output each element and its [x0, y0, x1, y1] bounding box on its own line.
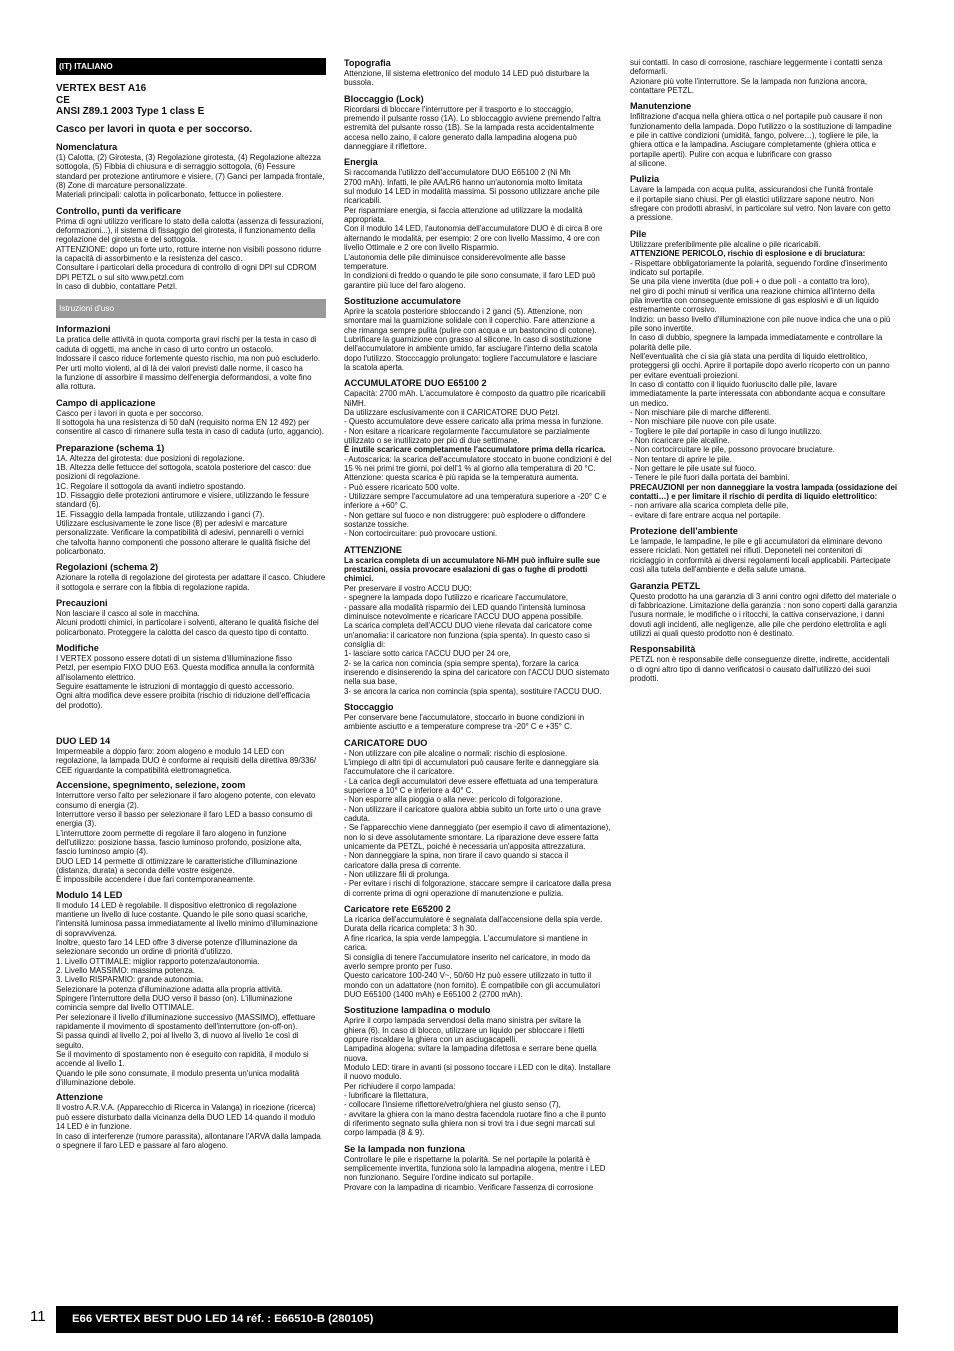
certification-ansi: ANSI Z89.1 2003 Type 1 class E: [56, 106, 205, 117]
section-body-garanzia: Questo prodotto ha una garanzia di 3 anni contro ogni difetto del materiale o di fabbricazione. Limitazione della garanzia : non sono coperti dalla garanzia l'usura normale, le modifiche o i ritocchi, la cattiva conservazione, i danni dovuti agli incidenti, alle negligenze, alle pile che perdono elettrolita e agli utilizzi ai quali questo prodotto non è destinato.: [630, 591, 898, 638]
section-body-precauzioni: Non lasciare il casco al sole in macchina. Alcuni prodotti chimici, in particolare i solventi, alterano le qualità fisiche del policarbonato. Proteggere la calotta del casco da questo tipo di contatto.: [56, 609, 319, 637]
section-title-informazioni: Informazioni: [56, 324, 111, 335]
section-body-attenzione: Il vostro A.R.V.A. (Apparecchio di Ricerca in Valanga) in ricezione (ricerca) può essere disturbato dalla vicinanza della DUO LED 14 quando il modulo 14 LED è in funzione. In caso di interferenze (rumore parassita), allontanare l'ARVA dalla lampada o spegnere il faro LED e passare al faro alogeno.: [56, 1103, 321, 1150]
section-body-accumulatore-2: - Autoscarica: la scarica dell'accumulatore stoccato in buone condizioni è del 15 % nei primi tre giorni, poi dell'1 % al giorno alla temperatura di 20 °C. Attenzione: questa scarica è più rapida se la temperatura aumenta. - Può essere ricaricato 500 volte. - Utilizzare sempre l'accumulatore ad una temperatura superiore a -20° C e inferiore a +60° C. - Non gettare sul fuoco e non distruggere: può esplodere o diffondere sostanze tossiche. - Non cortocircuitare: può provocare ustioni.: [344, 454, 612, 539]
section-body-topografia: Attenzione, lil sistema elettronico del modulo 14 LED può disturbare la bussola.: [344, 69, 590, 88]
section-body-duo-led: Impermeabile a doppio faro: zoom alogeno e modulo 14 LED con regolazione, la lampada DUO è conforme ai requisiti della direttiva 89/336/ CEE riguardante la compatibilità elettromagnetica.: [56, 747, 317, 775]
section-body-campo: Casco per i lavori in quota e per soccorso. Il sottogola ha una resistenza di 50 daN (requisito norma EN 12 492) per consentire al casco di rimanere sulla testa in caso di caduta (urto, aggancio).: [56, 408, 324, 437]
certification-ce: CE: [56, 94, 70, 106]
page-number: 11: [30, 1308, 46, 1325]
section-title-caricatore: CARICATORE DUO: [344, 737, 428, 748]
section-title-attenzione-2: ATTENZIONE: [344, 544, 403, 555]
section-body-attenzione-2: Per preservare il vostro ACCU DUO: - spegnere la lampada dopo l'utilizzo e ricaricare l'accumulatore, - passare alla modalità risparmio dei LED quando l'intensità luminosa diminuisce notevolmente e ricaricare l'ACCU DUO appena possibile. La scarica completa dell'ACCU DUO viene rilevata dal caricatore come un'anomalia: il caricatore non funziona (spia spenta). In questo caso si consiglia di: 1- lasciare sotto carica l'ACCU DUO per 24 ore, 2- se la carica non comincia (spia sempre spenta), forzare la carica inserendo e disinserendo la spina del caricatore con l'ACCU DUO sistemato nella sua base, 3- se ancora la carica non comincia (spia spenta), sostituire l'ACCU DUO.: [344, 583, 610, 696]
section-title-pile: Pile: [630, 228, 647, 239]
section-title-energia: Energia: [344, 157, 378, 168]
section-title-responsabilita: Responsabilità: [630, 644, 696, 655]
section-bold-pile-1: ATTENZIONE PERICOLO, rischio di esplosione e di bruciatura:: [630, 249, 866, 259]
section-body-se-lampada: Controllare le pile e rispettarne la polarità. Se nel portapile la polarità è semplicemente invertita, funziona solo la lampadina alogena, mentre i LED non funzionano. Seguire l'ordine indicato sul portapile. Provare con la lampadina di ricambio. Verificare l'assenza di corrosione: [344, 1154, 606, 1192]
section-body-controllo: Prima di ogni utilizzo verificare lo stato della calotta (assenza di fessurazioni, deformazioni...), il sistema di fissaggio del girotesta, il funzionamento della regolazione del girotesta e del sottogola. ATTENZIONE: dopo un forte urto, rotture interne non visibili possono ridurre la capacità di assorbimento e la resistenza del casco. Consultare i particolari della procedura di controllo di ogni DPI sul CDROM DPI PETZL o sul sito www.petzl.com In caso di dubbio, contattare Petzl.: [56, 216, 324, 292]
section-title-controllo: Controllo, punti da verificare: [56, 205, 182, 216]
section-body-pulizia: Lavare la lampada con acqua pulita, assicurandosi che l'unità frontale e il portapile siano chiusi. Per gli elastici utilizzare sapone neutro. Non sfregare con prodotti abrasivi, in particolare sul vetro. Non lavare con getto a pressione.: [630, 185, 891, 223]
column-middle: [344, 58, 612, 1192]
section-body-protezione: Le lampade, le lampadine, le pile e gli accumulatori da eliminare devono essere riciclati. Non gettateli nei rifiuti. Deponeteli nei contenitori di riciclaggio in conformità ai diversi regolamenti locali applicabili. Partecipate così alla tutela dell'ambiente e della salute umana.: [630, 537, 891, 575]
section-body-stoccaggio: Per conservare bene l'accumulatore, stoccarlo in buone condizioni in ambiente asciutto e a temperature comprese tra -20° C e +35° C.: [344, 712, 585, 732]
section-body-pile-3: - non arrivare alla scarica completa delle pile, - evitare di fare entrare acqua nel portapile.: [630, 501, 789, 520]
footer-bar: E66 VERTEX BEST DUO LED 14 réf. : E66510-B (280105): [56, 1306, 898, 1333]
section-title-regolazioni: Regolazioni (schema 2): [56, 562, 159, 573]
section-body-pile-2: - Rispettare obbligatoriamente la polarità, seguendo l'ordine d'inserimento indicato sul portapile. Se una pila viene invertita (due poli + o due poli - a contatto tra loro), nel giro di pochi minuti si verifica una reazione chimica all'interno della pila invertita con conseguente emissione di gas esplosivi e di un liquido estremamente corrosivo. Indizio: un basso livello d'illuminazione con pile nuove indica che una o più pile sono invertite. In caso di dubbio, spegnere la lampada immediatamente e controllare la polarità delle pile. Nell'eventualità che ci sia già stata una perdita di liquido elettrolitico, proteggersi gli occhi. Aprire il portapile dopo averlo ricoperto con un panno per evitare eventuali proiezioni. In caso di contatto con il liquido fuoriuscito dalle pile, lavare immediatamente la parte interessata con abbondante acqua e consultare un medico. - Non mischiare pile di marche differenti. - Non mischiare pile nuove con pile usate. - Togliere le pile dal portapile in caso di lungo inutilizzo. - Non ricaricare pile alcaline. - Non cortocircuitare le pile, possono provocare bruciature. - Non tentare di aprire le pile. - Non gettare le pile usate sul fuoco. - Tenere le pile fuori dalla portata dei bambini.: [630, 258, 891, 483]
section-body-caricatore: - Non utilizzare con pile alcaline o normali: rischio di esplosione. L'impiego di altri tipi di accumulatori può causare ferite e danneggiare sia l'accumulatore che il caricatore. - La carica degli accumulatori deve essere effettuata ad una temperatura superiore a 10° C e inferiore a 40° C. - Non esporre alla pioggia o alla neve: pericolo di folgorazione. - Non utilizzare il caricatore qualora abbia subito un forte urto o una grave caduta. - Se l'apparecchio viene danneggiato (per esempio il cavo di alimentazione), non lo si deve assolutamente smontare. La riparazione deve essere fatta unicamente da PETZL, poiché è necessaria un'apposita attrezzatura. - Non danneggiare la spina, non tirare il cavo quando si stacca il caricatore dalla presa di corrente. - Non utilizzare fili di prolunga. - Per evitare i rischi di folgorazione, staccare sempre il caricatore dalla presa di corrente prima di ogni operazione di manutenzione e pulizia.: [344, 748, 612, 898]
section-title-precauzioni: Precauzioni: [56, 598, 108, 609]
section-title-nomenclatura: Nomenclatura: [56, 142, 118, 152]
column-right: [630, 58, 898, 683]
section-title-modifiche: Modifiche: [56, 643, 99, 654]
section-title-modulo: Modulo 14 LED: [56, 889, 123, 900]
section-title-protezione: Protezione dell'ambiente: [630, 526, 738, 537]
section-body-energia: Si raccomanda l'utilizzo dell'accumulatore DUO E65100 2 (Ni Mh 2700 mAh). Infatti, le pile AA/LR6 hanno un'autonomia molto limitata sul modulo 14 LED in modalità massima. Si possono utilizzare anche pile ricaricabili. Per risparmiare energia, si faccia attenzione ad utilizzare la modalità appropriata. Con il modulo 14 LED, l'autonomia dell'accumulatore DUO è di circa 8 ore alternando le modalità, per esempio: 2 ore con livello Massimo, 4 ore con livello Ottimale e 2 ore con livello Risparmio. L'autonomia delle pile diminuisce considerevolmente alle basse temperature. In condizioni di freddo o quando le pile sono consumate, il faro LED può garantire più luce del faro alogeno.: [344, 168, 603, 290]
section-title-campo: Campo di applicazione: [56, 397, 156, 408]
section-title-pulizia: Pulizia: [630, 174, 660, 185]
section-body-nomenclatura: (1) Calotta, (2) Girotesta, (3) Regolazione girotesta, (4) Regolazione altezza sottogola, (5) Fibbia di chiusura e di serraggio sottogola, (6) Fessure standard per protezione antirumore e visiere, (7) Ganci per lampada frontale, (8) Zone di marcature personalizzate. Materiali principali: calotta in policarbonato, fettucce in poliestere.: [56, 153, 325, 200]
section-title-sostituzione-lampadina: Sostituzione lampadina o modulo: [344, 1005, 491, 1016]
product-subtitle: Casco per lavori in quota e per soccorso.: [56, 123, 253, 135]
section-bold-accumulatore: È inutile scaricare completamente l'accumulatore prima della ricarica.: [344, 445, 606, 455]
section-body-informazioni: La pratica delle attività in quota comporta gravi rischi per la testa in caso di caduta di oggetti, ma anche in caso di urto contro un ostacolo. Indossare il casco riduce fortemente questo rischio, ma non può escluderlo. Per urti molto violenti, al di là dei valori previsti dalle norme, il casco ha la funzione di assorbire il massimo dell'energia deformandosi, a volte fino alla rottura.: [56, 335, 321, 392]
section-title-accumulatore: ACCUMULATORE DUO E65100 2: [344, 378, 487, 389]
section-body-bloccaggio: Ricordarsi di bloccare l'interruttore per il trasporto e lo stoccaggio, premendo il pulsante rosso (1A). Lo sbloccaggio avviene premendo l'altra estremità del pulsante rosso (1B). Se la lampada resta accidentalmente accesa nello zaino, il calore generato dalla lampadina alogena può danneggiare il riflettore.: [344, 104, 601, 152]
section-body-pile-1: Utilizzare preferibilmente pile alcaline o pile ricaricabili.: [630, 239, 821, 249]
section-body-accensione: Interruttore verso l'alto per selezionare il faro alogeno potente, con elevato consumo di energia (2). Interruttore verso il basso per selezionare il faro LED a basso consumo di energia (3). L'interruttore zoom permette di regolare il faro alogeno in funzione dell'utilizzo: posizione bassa, fascio luminoso profondo, posizione alta, fascio luminoso ampio (4). DUO LED 14 permette di ottimizzare le caratteristiche d'illuminazione (distanza, durata) a seconda delle vostre esigenze. È impossibile accendere i due fari contemporaneamente.: [56, 791, 316, 885]
section-title-attenzione: Attenzione: [56, 1092, 103, 1103]
section-body-modulo: Il modulo 14 LED è regolabile. Il dispositivo elettronico di regolazione mantiene un livello di luce costante. Quando le pile sono quasi scariche, l'intensità luminosa passa immediatamente al livello minimo d'illuminazione di sopravvivenza. Inoltre, questo faro 14 LED offre 3 diverse potenze d'illuminazione da selezionare secondo un ordine di priorità d'utilizzo. 1. Livello OTTIMALE: miglior rapporto potenza/autonomia. 2. Livello MASSIMO: massima potenza. 3. Livello RISPARMIO: grande autonomia. Selezionare la potenza d'illuminazione adatta alla propria attività. Spingere l'interruttore della DUO verso il basso (on). L'illuminazione comincia sempre dal livello OTTIMALE. Per selezionare il livello d'illuminazione successivo (MASSIMO), effettuare rapidamente il movimento di spostamento dell'interruttore (on-off-on). Si passa quindi al livello 2, poi al livello 3, di nuovo al livello 1e così di seguito. Se il movimento di spostamento non è eseguito con rapidità, il modulo si accende al livello 1. Quando le pile sono consumate, il modulo presenta un'unica modalità d'illuminazione debole.: [56, 900, 318, 1088]
section-body-continued: sui contatti. In caso di corrosione, raschiare leggermente i contatti senza deformarli. Azionare più volte l'interruttore. Se la lampada non funziona ancora, contattare PETZL.: [630, 58, 883, 96]
section-body-manutenzione: Infiltrazione d'acqua nella ghiera ottica o nel portapile può causare il non funzionamento della lampada. Dopo l'utilizzo o la sostituzione di lampadine e pile in cattive condizioni (umidità, fango, polvere…), togliere le pile, la ghiera ottica e la lampadina. Asciugare completamente (ghiera ottica e portapile aperti). Pulire con acqua e lubrificare con grasso al silicone.: [630, 112, 892, 169]
section-bold-pile-2: PRECAUZIONI per non danneggiare la vostra lampada (ossidazione dei contatti…) e per limitare il rischio di perdita di liquido elettrolitico:: [630, 482, 898, 502]
section-body-modifiche: I VERTEX possono essere dotati di un sistema d'illuminazione fisso Petzl, per esempio FIXO DUO E63. Questa modifica annulla la conformità all'isolamento elettrico. Seguire esattamente le istruzioni di montaggio di questo accessorio. Ogni altra modifica deve essere proibita (rischio di riduzione dell'efficacia del prodotto).: [56, 654, 315, 710]
section-title-manutenzione: Manutenzione: [630, 101, 692, 112]
product-title: VERTEX BEST A16: [56, 83, 147, 94]
section-title-duo-led: DUO LED 14: [56, 736, 111, 747]
instructions-header: Istruzioni d'uso: [56, 299, 326, 318]
column-left: [56, 58, 326, 1150]
section-title-preparazione: Preparazione (schema 1): [56, 442, 165, 453]
section-title-sostituzione-accumulatore: Sostituzione accumulatore: [344, 295, 461, 306]
section-body-caricatore-rete: La ricarica dell'accumulatore è segnalata dall'accensione della spia verde. Durata della ricarica completa: 3 h 30. A fine ricarica, la spia verde lampeggia. L'accumulatore si mantiene in carica. Si consiglia di tenere l'accumulatore inserito nel caricatore, in modo da averlo sempre pronto per l'uso. Questo caricatore 100-240 V~, 50/60 Hz può essere utilizzato in tutto il mondo con un adattatore (non fornito). È compatibile con gli accumulatori DUO E65100 (1400 mAh) e E65100 2 (2700 mAh).: [344, 915, 603, 999]
language-header: (IT) ITALIANO: [56, 58, 326, 75]
section-bold-attenzione-2: La scarica completa di un accumulatore Ni-MH può influire sulle sue prestazioni, ossia provocare esalazioni di gas o fughe di prodotti chimici.: [344, 555, 601, 584]
section-body-sostituzione-accumulatore: Aprire la scatola posteriore sbloccando i 2 ganci (5). Attenzione, non smontare mai la guarnizione solidale con il coperchio. Fare attenzione a che rimanga sempre pulita (pulire con acqua e un bastoncino di cotone). Lubrificare la guarnizione con grasso al silicone. In caso di sostituzione dell'accumulatore in ambiente umido, far asciugare l'interno della scatola dopo l'utilizzo. Stocccaggio prolungato: togliere l'accumulatore e lasciare la scatola aperta.: [344, 306, 598, 372]
section-title-topografia: Topografia: [344, 58, 391, 68]
section-body-sostituzione-lampadina: Aprire il corpo lampada servendosi della mano sinistra per svitare la ghiera (6). In caso di blocco, utilizzare un liquido per sbloccare i filetti oppure riscaldare la ghiera con un asciugacapelli. Lampadina alogena: svitare la lampadina difettosa e serrare bene quella nuova. Modulo LED: tirare in avanti (si possono toccare i LED con le dita). Installare il nuovo modulo. Per richiudere il corpo lampada: - lubrificare la filettatura, - collocare l'insieme riflettore/vetro/ghiera nel giusto senso (7), - avvitare la ghiera con la mano destra facendola ruotare fino a che il punto di riferimento segnato sulla ghiera non si trovi tra i due segni marcati sul corpo lampada (8 & 9).: [344, 1016, 611, 1138]
section-title-bloccaggio: Bloccaggio (Lock): [344, 93, 424, 104]
section-body-responsabilita: PETZL non è responsabile delle conseguenze dirette, indirette, accidentali o di ogni altro tipo di danno verificatosi o causato dall'utilizzo dei suoi prodotti.: [630, 655, 890, 683]
section-title-garanzia: Garanzia PETZL: [630, 580, 701, 591]
section-body-regolazioni: Azionare la rotella di regolazione del girotesta per adattare il casco. Chiudere il sottogola e serrare con la fibbia di regolazione rapida.: [56, 573, 326, 592]
section-body-accumulatore-1: Capacità: 2700 mAh. L'accumulatore è composto da quattro pile ricaricabili NiMH. Da utilizzare esclusivamente con il CARICATORE DUO Petzl. - Questo accumulatore deve essere caricato alla prima messa in funzione. - Non esitare a ricaricare regolarmente l'accumulatore se parzialmente utilizzato o se inutilizzato per più di due settimane.: [344, 389, 606, 445]
section-title-caricatore-rete: Caricatore rete E65200 2: [344, 904, 451, 915]
section-title-se-lampada: Se la lampada non funziona: [344, 1143, 465, 1154]
section-title-stoccaggio: Stoccaggio: [344, 701, 394, 712]
section-title-accensione: Accensione, spegnimento, selezione, zoom: [56, 780, 246, 791]
section-body-preparazione: 1A. Altezza del girotesta: due posizioni di regolazione. 1B. Altezza delle fettucce del sottogola, scatola posteriore del casco: due posizioni di regolazione. 1C. Regolare il sottogola da avanti indietro spostando. 1D. Fissaggio delle protezioni antirumore e visiere, utilizzando le fessure standard (6). 1E. Fissaggio della lampada frontale, utilizzando i ganci (7). Utilizzare esclusivamente le zone lisce (8) per adesivi e marcature personalizzate. Verificare la compatibilità di adesivi, pennarelli o vernici che talvolta hanno componenti che possono alterare le qualità fisiche del policarbonato.: [56, 453, 311, 556]
